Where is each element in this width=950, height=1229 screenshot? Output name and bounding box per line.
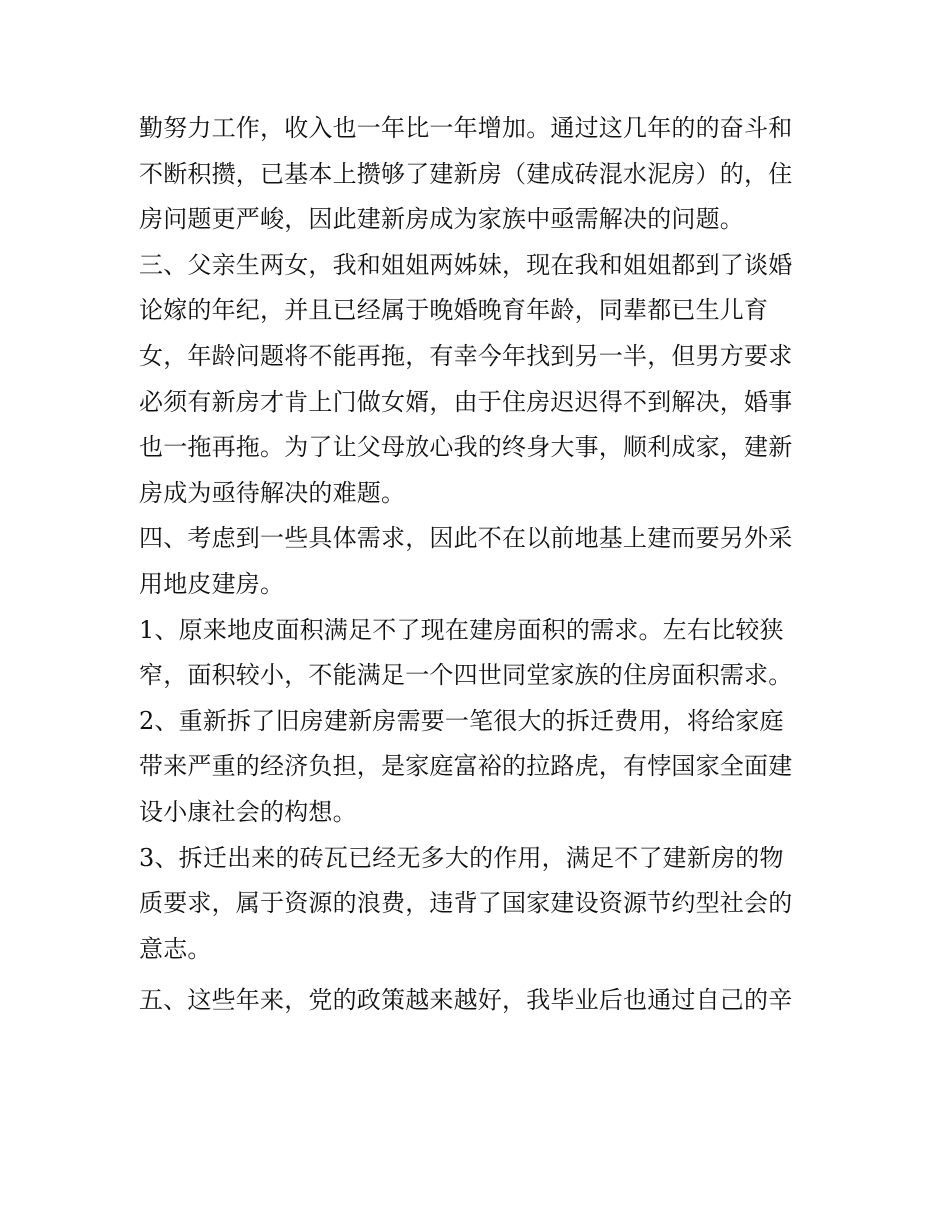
text-line: 房成为亟待解决的难题。 — [139, 478, 406, 507]
text-line: 五、这些年来，党的政策越来越好，我毕业后也通过自己的辛 — [139, 986, 793, 1015]
text-line: 女，年龄问题将不能再拖，有幸今年找到另一半，但男方要求 — [139, 341, 793, 370]
text-line: 设小康社会的构想。 — [139, 797, 357, 826]
text-line: 用地皮建房。 — [139, 569, 285, 598]
text-line: 3、拆迁出来的砖瓦已经无多大的作用，满足不了建新房的物 — [139, 843, 784, 872]
text-line: 质要求，属于资源的浪费，违背了国家建设资源节约型社会的 — [139, 889, 793, 918]
text-line: 三、父亲生两女，我和姐姐两姊妹，现在我和姐姐都到了谈婚 — [139, 250, 793, 279]
text-line: 四、考虑到一些具体需求，因此不在以前地基上建而要另外采 — [139, 524, 793, 553]
text-line: 论嫁的年纪，并且已经属于晚婚晚育年龄，同辈都已生儿育 — [139, 296, 769, 325]
text-line: 窄，面积较小，不能满足一个四世同堂家族的住房面积需求。 — [139, 661, 793, 690]
body-text — [139, 106, 819, 1024]
text-line: 意志。 — [139, 934, 212, 963]
text-line: 勤努力工作，收入也一年比一年增加。通过这几年的的奋斗和 — [139, 114, 793, 142]
text-line: 房问题更严峻，因此建新房成为家族中亟需解决的问题。 — [139, 205, 744, 234]
text-line: 也一拖再拖。为了让父母放心我的终身大事，顺利成家，建新 — [139, 433, 793, 462]
text-line: 必须有新房才肯上门做女婿，由于住房迟迟得不到解决，婚事 — [139, 387, 793, 416]
text-line: 带来严重的经济负担，是家庭富裕的拉路虎，有悖国家全面建 — [139, 752, 793, 781]
text-line: 不断积攒，已基本上攒够了建新房（建成砖混水泥房）的，住 — [139, 159, 793, 188]
text-line: 1、原来地皮面积满足不了现在建房面积的需求。左右比较狭 — [139, 615, 784, 644]
text-line: 2、重新拆了旧房建新房需要一笔很大的拆迁费用，将给家庭 — [139, 706, 784, 735]
